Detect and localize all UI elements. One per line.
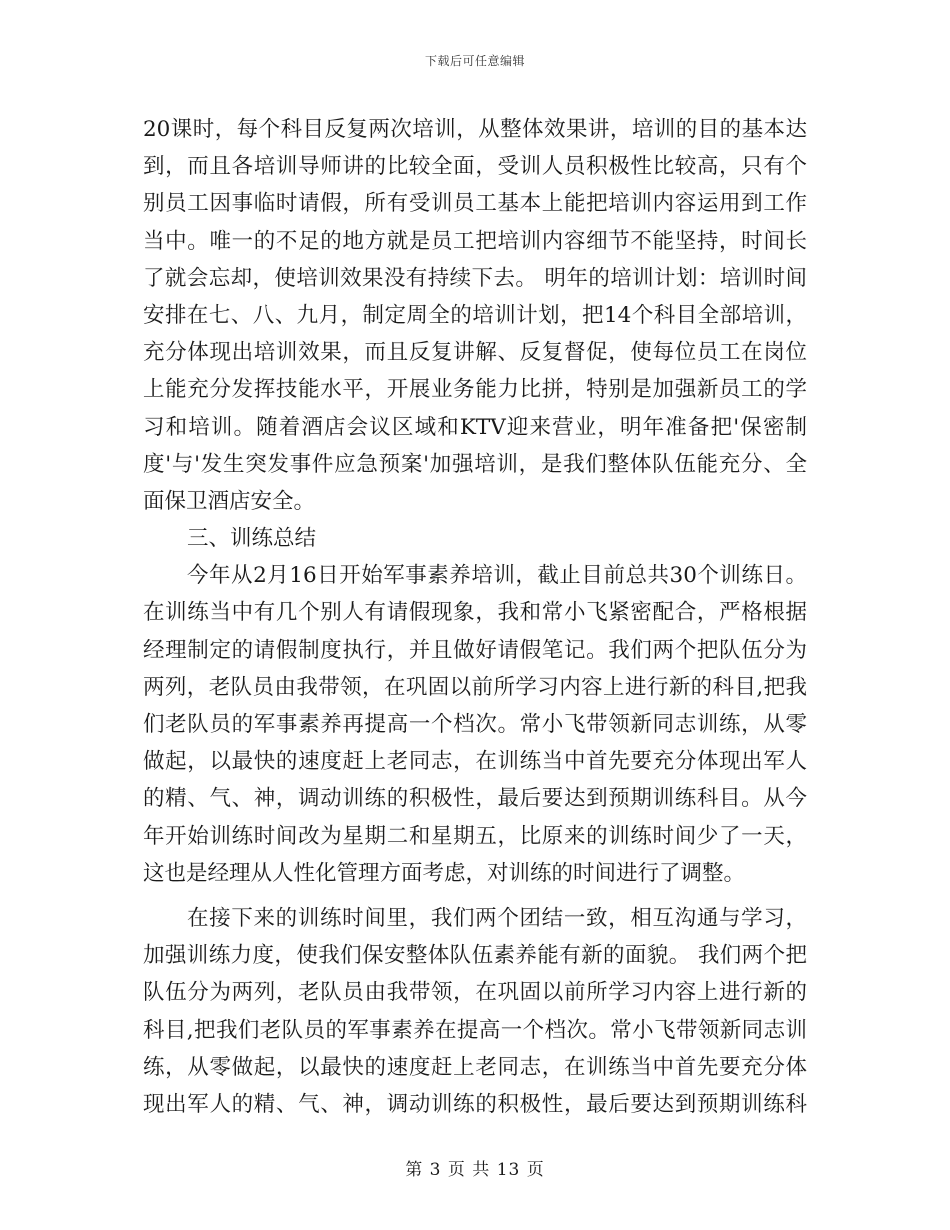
- text-line: 别员工因事临时请假，所有受训员工基本上能把培训内容运用到工作: [143, 191, 807, 217]
- text-line: 充分体现出培训效果，而且反复讲解、反复督促，使每位员工在岗位: [143, 340, 807, 366]
- text-line: 年开始训练时间改为星期二和星期五，比原来的训练时间少了一天，: [143, 823, 807, 849]
- text-line: 今年从2月16日开始军事素养培训，截止目前总共30个训练日。: [187, 563, 807, 589]
- text-line: 队伍分为两列，老队员由我带领，在巩固以前所学习内容上进行新的: [143, 980, 807, 1006]
- section-heading: 三、训练总结: [187, 526, 317, 552]
- text-line: 现出军人的精、气、神，调动训练的积极性，最后要达到预期训练科: [143, 1091, 807, 1117]
- text-line: 科目,把我们老队员的军事素养在提高一个档次。常小飞带领新同志训: [143, 1017, 807, 1043]
- text-line: 度'与'发生突发事件应急预案'加强培训，是我们整体队伍能充分、全: [143, 451, 807, 477]
- text-line: 面保卫酒店安全。: [143, 488, 316, 514]
- text-line: 当中。唯一的不足的地方就是员工把培训内容细节不能坚持，时间长: [143, 228, 807, 254]
- text-line: 上能充分发挥技能水平，开展业务能力比拼，特别是加强新员工的学: [143, 377, 807, 403]
- page-footer: 第 3 页 共 13 页: [405, 1160, 545, 1180]
- text-line: 经理制定的请假制度执行，并且做好请假笔记。我们两个把队伍分为: [143, 637, 807, 663]
- paragraph-gap: [143, 892, 807, 900]
- text-line: 加强训练力度，使我们保安整体队伍素养能有新的面貌。 我们两个把: [143, 943, 807, 969]
- text-line: 这也是经理从人性化管理方面考虑，对训练的时间进行了调整。: [143, 860, 746, 886]
- text-line: 的精、气、神，调动训练的积极性，最后要达到预期训练科目。从今: [143, 786, 807, 812]
- text-line: 20课时，每个科目反复两次培训，从整体效果讲，培训的目的基本达: [143, 117, 807, 142]
- text-line: 练，从零做起，以最快的速度赶上老同志，在训练当中首先要充分体: [143, 1054, 807, 1080]
- text-line: 了就会忘却，使培训效果没有持续下去。 明年的培训计划：培训时间: [143, 265, 807, 291]
- text-line: 习和培训。随着酒店会议区域和KTV迎来营业，明年准备把'保密制: [143, 414, 807, 440]
- text-line: 们老队员的军事素养再提高一个档次。常小飞带领新同志训练，从零: [143, 712, 807, 737]
- text-line: 做起，以最快的速度赶上老同志，在训练当中首先要充分体现出军人: [143, 749, 807, 775]
- text-line: 在接下来的训练时间里，我们两个团结一致，相互沟通与学习，: [187, 905, 807, 931]
- text-line: 在训练当中有几个别人有请假现象，我和常小飞紧密配合，严格根据: [143, 600, 807, 626]
- page-header: 下载后可任意编辑: [424, 54, 525, 68]
- text-line: 安排在七、八、九月，制定周全的培训计划，把14个科目全部培训，: [143, 302, 807, 328]
- text-line: 到，而且各培训导师讲的比较全面，受训人员积极性比较高，只有个: [143, 154, 807, 180]
- body-text: [143, 111, 807, 1123]
- text-line: 两列，老队员由我带领，在巩固以前所学习内容上进行新的科目,把我: [143, 674, 807, 700]
